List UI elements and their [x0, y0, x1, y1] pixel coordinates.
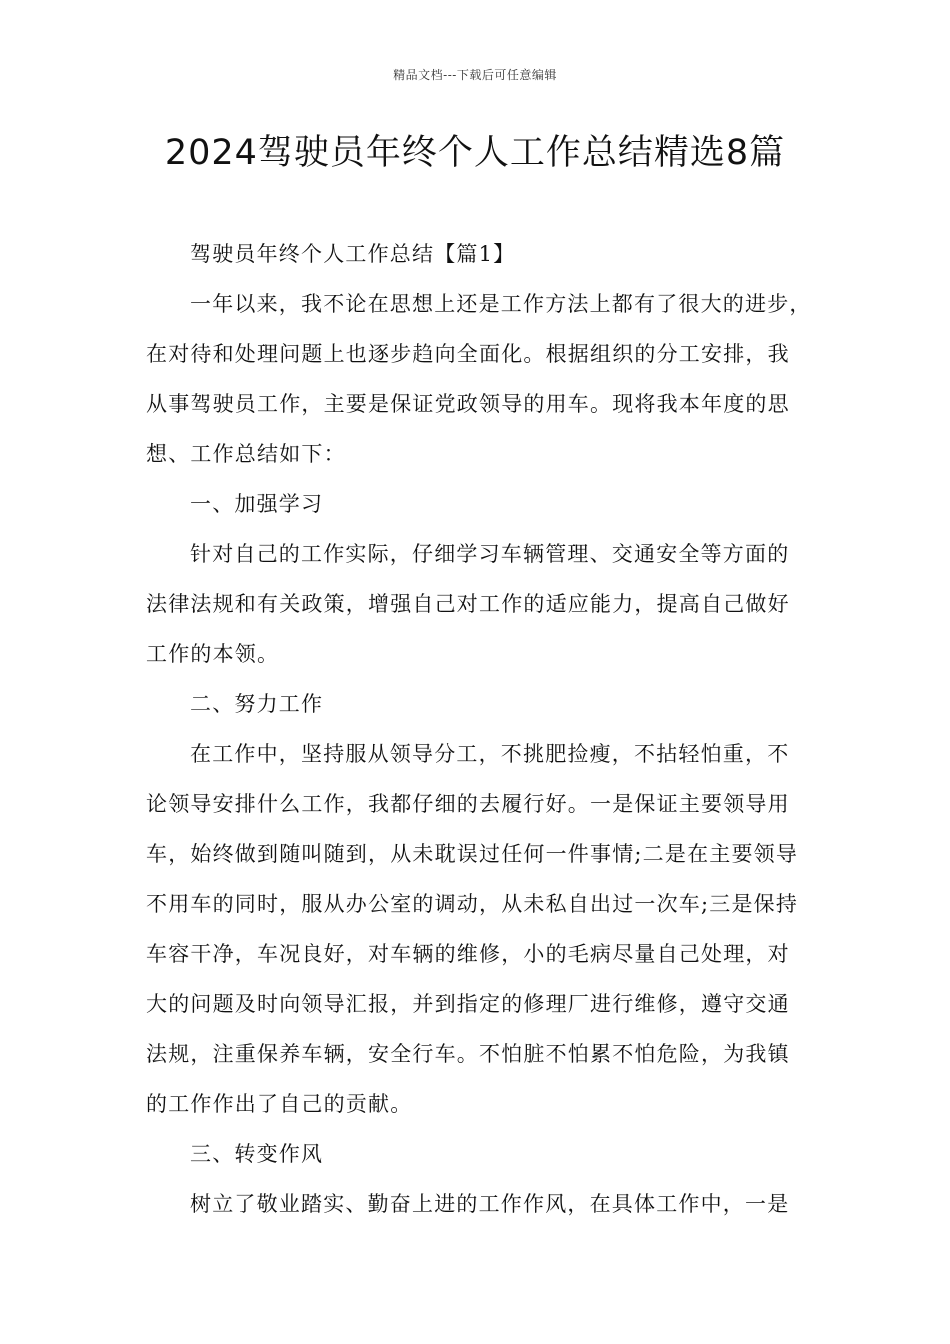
line-3: 在对待和处理问题上也逐步趋向全面化。根据组织的分工安排，我 [146, 342, 790, 366]
line-13: 车，始终做到随叫随到，从未耽误过任何一件事情;二是在主要领导 [146, 842, 799, 866]
line-7: 针对自己的工作实际，仔细学习车辆管理、交通安全等方面的 [190, 542, 790, 566]
line-14: 不用车的同时，服从办公室的调动，从未私自出过一次车;三是保持 [146, 892, 799, 916]
document-title: 2024驾驶员年终个人工作总结精选8篇 [164, 133, 786, 173]
line-6: 一、加强学习 [190, 492, 324, 516]
line-18: 的工作作出了自己的贡献。 [146, 1092, 413, 1116]
line-15: 车容干净，车况良好，对车辆的维修，小的毛病尽量自己处理，对 [146, 942, 790, 966]
line-19: 三、转变作风 [190, 1142, 324, 1166]
line-4: 从事驾驶员工作，主要是保证党政领导的用车。现将我本年度的思 [146, 392, 790, 416]
line-9: 工作的本领。 [146, 642, 280, 666]
line-20: 树立了敬业踏实、勤奋上进的工作作风，在具体工作中，一是 [190, 1192, 790, 1216]
line-1: 驾驶员年终个人工作总结【篇1】 [190, 242, 516, 266]
line-8: 法律法规和有关政策，增强自己对工作的适应能力，提高自己做好 [146, 592, 790, 616]
header-note: 精品文档---下载后可任意编辑 [393, 68, 557, 82]
line-12: 论领导安排什么工作，我都仔细的去履行好。一是保证主要领导用 [146, 792, 790, 816]
line-10: 二、努力工作 [190, 692, 324, 716]
line-2: 一年以来，我不论在思想上还是工作方法上都有了很大的进步， [190, 292, 812, 316]
line-11: 在工作中，坚持服从领导分工，不挑肥捡瘦，不拈轻怕重，不 [190, 742, 790, 766]
line-16: 大的问题及时向领导汇报，并到指定的修理厂进行维修，遵守交通 [146, 992, 790, 1016]
line-17: 法规，注重保养车辆，安全行车。不怕脏不怕累不怕危险，为我镇 [146, 1042, 790, 1066]
document-body [146, 229, 814, 1229]
line-5: 想、工作总结如下： [146, 442, 346, 466]
